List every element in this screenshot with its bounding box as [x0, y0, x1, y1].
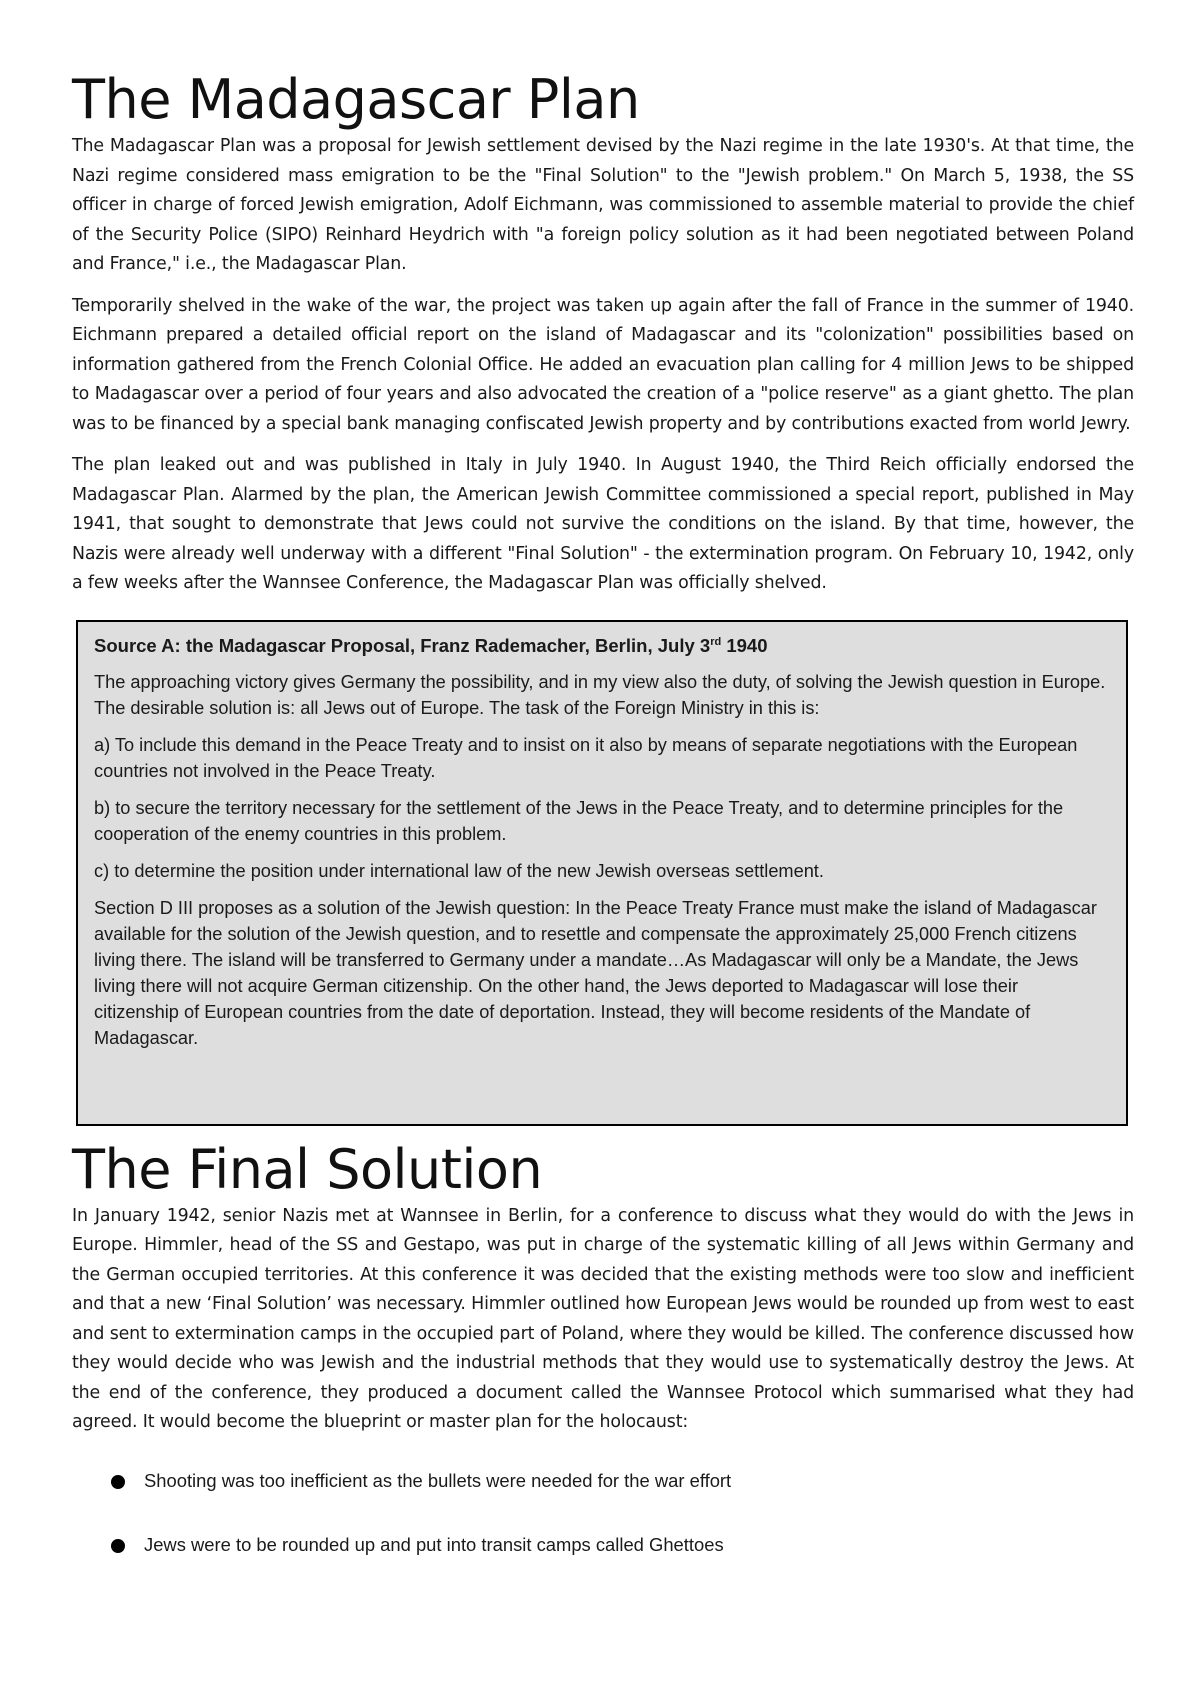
list-item-text: Jews were to be rounded up and put into transit camps called Ghettoes	[144, 1533, 724, 1555]
source-a-paragraph-intro: The approaching victory gives Germany the possibility, and in my view also the duty, of solving the Jewish question in Europe. The desirable solution is: all Jews out of Europe. The task of the Foreign Ministry in this is:	[94, 671, 1106, 718]
source-a-paragraph-b: b) to secure the territory necessary for the settlement of the Jews in the Peace Treaty, and to determine principles for the cooperation of the enemy countries in this problem.	[94, 797, 1064, 844]
source-a-title-ordinal: rd	[710, 635, 722, 648]
paragraph-madagascar-intro: The Madagascar Plan was a proposal for Jewish settlement devised by the Nazi regime in the late 1930's. At that time, the Nazi regime considered mass emigration to be the "Final Solution" to the "Jewish problem." On March 5, 1938, the SS officer in charge of forced Jewish emigration, Adolf Eichmann, was commissioned to assemble material to provide the chief of the Security Police (SIPO) Reinhard Heydrich with "a foreign policy solution as it had been negotiated between Poland and France," i.e., the Madagascar Plan.	[72, 136, 1134, 274]
paragraph-madagascar-revival: Temporarily shelved in the wake of the war, the project was taken up again after the fall of France in the summer of 1940. Eichmann prepared a detailed official report on the island of Madagascar and its "colonization" possibilities based on information gathered from the French Colonial Office. He added an evacuation plan calling for 4 million Jews to be shipped to Madagascar over a period of four years and also advocated the creation of a "police reserve" as a giant ghetto. The plan was to be financed by a special bank managing confiscated Jewish property and by contributions exacted from world Jewry.	[72, 295, 1134, 434]
list-item-text: Shooting was too inefficient as the bullets were needed for the war effort	[144, 1469, 732, 1491]
source-a-title-year: 1940	[721, 634, 768, 656]
source-a-paragraph-section-d: Section D III proposes as a solution of the Jewish question: In the Peace Treaty France must make the island of Madagascar available for the solution of the Jewish question, and to resettle and compensate the approximately 25,000 French citizens living there. The island will be transferred to Germany under a mandate…As Madagascar will only be a Mandate, the Jews living there will not acquire German citizenship. On the other hand, the Jews deported to Madagascar will lose their citizenship of European countries from the date of deportation. Instead, they will become residents of the Mandate of Madagascar.	[94, 897, 1097, 1048]
paragraph-final-solution: In January 1942, senior Nazis met at Wannsee in Berlin, for a conference to discuss what they would do with the Jews in Europe. Himmler, head of the SS and Gestapo, was put in charge of the systematic killing of all Jews within Germany and the German occupied territories. At this conference it was decided that the existing methods were too slow and inefficient and that a new ‘Final Solution’ was necessary. Himmler outlined how European Jews would be rounded up from west to east and sent to extermination camps in the occupied part of Poland, where they would be killed. The conference discussed how they would decide who was Jewish and the industrial methods that they would use to systematically destroy the Jews. At the end of the conference, they produced a document called the Wannsee Protocol which summarised what they had agreed. It would become the blueprint or master plan for the holocaust:	[72, 1205, 1134, 1432]
list-item	[72, 1468, 1134, 1494]
bullet-dot-icon	[111, 1539, 125, 1553]
paragraph-madagascar-shelved: The plan leaked out and was published in Italy in July 1940. In August 1940, the Third Reich officially endorsed the Madagascar Plan. Alarmed by the plan, the American Jewish Committee commissioned a special report, published in May 1941, that sought to demonstrate that Jews could not survive the conditions on the island. By that time, however, the Nazis were already well underway with a different "Final Solution" - the extermination program. On February 10, 1942, only a few weeks after the Wannsee Conference, the Madagascar Plan was officially shelved.	[72, 455, 1134, 593]
source-a-paragraph-c: c) to determine the position under international law of the new Jewish overseas settlement.	[94, 860, 824, 881]
source-a-title-text: Source A: the Madagascar Proposal, Franz Rademacher, Berlin, July 3	[94, 634, 711, 656]
source-a-paragraph-a: a) To include this demand in the Peace Treaty and to insist on it also by means of separate negotiations with the European countries not involved in the Peace Treaty.	[94, 734, 1078, 781]
source-a-box	[76, 620, 1128, 1126]
section-heading-madagascar-plan: The Madagascar Plan	[72, 68, 640, 131]
document-page	[72, 68, 1134, 1596]
list-item	[72, 1532, 1134, 1558]
source-a-title	[94, 633, 1106, 659]
section-heading-final-solution: The Final Solution	[72, 1137, 543, 1201]
bullet-list	[72, 1468, 1134, 1558]
bullet-dot-icon	[111, 1475, 125, 1489]
